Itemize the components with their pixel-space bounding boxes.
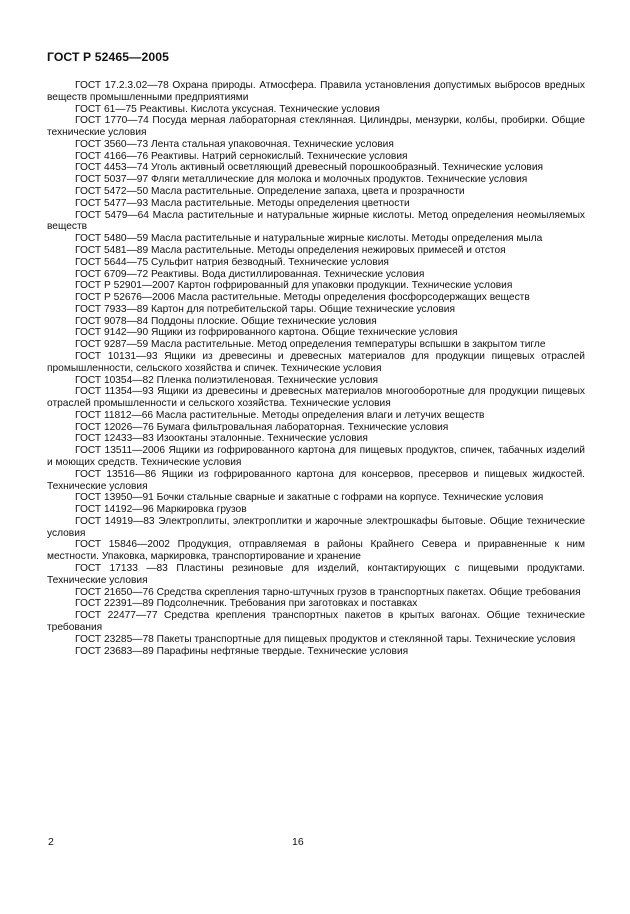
reference-code: ГОСТ 5477—93 (75, 197, 149, 209)
reference-title: Поддоны плоские. Общие технические условия (150, 315, 377, 327)
reference-code: ГОСТ 5481—89 (75, 244, 149, 256)
reference-code: ГОСТ 22391—89 (75, 598, 154, 610)
reference-entry (47, 104, 585, 116)
reference-entry (47, 245, 585, 257)
reference-entry (47, 292, 585, 304)
reference-entry (47, 210, 585, 234)
reference-code: ГОСТ 9078—84 (75, 315, 149, 327)
reference-code: ГОСТ 6709—72 (75, 268, 149, 280)
reference-title: Посуда мерная лабораторная стеклянная. Цилиндры, мензурки, колбы, пробирки. Общие технические условия (47, 115, 585, 139)
reference-title: Ящики из гофрированного картона для пищевых продуктов, спичек, табачных изделий и моющих средств. Технические условия (47, 445, 585, 468)
reference-entry (47, 280, 585, 292)
reference-title: Ящики из древесины и древесных материалов многооборотные для продукции пищевых отраслей промышленности и сельского хозяйства. Технические условия (47, 386, 585, 410)
reference-code: ГОСТ 9287—59 (75, 339, 149, 351)
reference-title: Фляги металлические для молока и молочных продуктов. Технические условия (150, 174, 528, 186)
reference-title: Сульфит натрия безводный. Технические условия (150, 256, 389, 268)
reference-entry (47, 634, 585, 646)
reference-title: Масла растительные. Определение запаха, цвета и прозрачности (150, 186, 465, 198)
reference-code: ГОСТ 1770—74 (75, 115, 149, 127)
page-header: ГОСТ Р 52465—2005 (47, 50, 169, 64)
reference-entry (47, 375, 585, 387)
reference-title: Реактивы. Вода дистиллированная. Технические условия (150, 268, 425, 280)
reference-code: ГОСТ 21650—76 (75, 586, 154, 598)
reference-code: ГОСТ 13950—91 (75, 492, 154, 504)
reference-entry (47, 539, 585, 563)
reference-title: Реактивы. Кислота уксусная. Технические условия (139, 103, 380, 115)
reference-code: ГОСТ 14192—96 (75, 504, 154, 516)
normative-references-list (47, 80, 585, 657)
reference-code: ГОСТ 10131—93 (75, 350, 158, 362)
reference-code: ГОСТ 4453—74 (75, 162, 149, 174)
reference-code: ГОСТ 5037—97 (75, 174, 149, 186)
reference-entry (47, 162, 585, 174)
reference-code: ГОСТ 5472—50 (75, 186, 149, 198)
reference-entry (47, 445, 585, 469)
reference-title: Бумага фильтровальная лабораторная. Технические условия (156, 421, 449, 433)
reference-entry (47, 339, 585, 351)
reference-entry (47, 139, 585, 151)
reference-code: ГОСТ 11812—66 (75, 409, 154, 421)
reference-code: ГОСТ 5644—75 (75, 256, 149, 268)
reference-entry (47, 598, 585, 610)
reference-entry (47, 422, 585, 434)
reference-title: Масла растительные и натуральные жирные кислоты. Метод определения неомыляемых веществ (47, 209, 585, 233)
reference-code: ГОСТ 11354—93 (75, 386, 154, 398)
reference-code: ГОСТ 17133 —83 (75, 563, 168, 575)
reference-code: ГОСТ 7933—89 (75, 303, 149, 315)
reference-title: Электроплиты, электроплитки и жарочные электрошкафы бытовые. Общие технические условия (47, 515, 585, 539)
reference-title: Масла растительные. Методы определения влаги и летучих веществ (155, 409, 485, 421)
reference-title: Средства скрепления тарно-штучных грузов в транспортных пакетах. Общие требования (156, 586, 581, 598)
reference-entry (47, 198, 585, 210)
reference-code: ГОСТ 5479—64 (75, 209, 149, 221)
reference-title: Ящики из гофрированного картона. Общие технические условия (150, 327, 458, 339)
reference-entry (47, 410, 585, 422)
reference-code: ГОСТ 12433—83 (75, 433, 154, 445)
reference-code: ГОСТ 9142—90 (75, 327, 149, 339)
reference-entry (47, 115, 585, 139)
reference-code: ГОСТ 14919—83 (75, 515, 155, 527)
reference-entry (47, 304, 585, 316)
reference-entry (47, 492, 585, 504)
reference-title: Охрана природы. Атмосфера. Правила установления допустимых выбросов вредных веществ промышленными предприятиями (47, 80, 585, 103)
reference-code: ГОСТ 13511—2006 (75, 445, 165, 457)
reference-entry (47, 433, 585, 445)
reference-entry (47, 257, 585, 269)
reference-entry (47, 80, 585, 104)
reference-code: ГОСТ 23683—89 (75, 645, 154, 657)
reference-code: ГОСТ 23285—78 (75, 633, 154, 645)
reference-title: Средства крепления транспортных пакетов в крытых вагонах. Общие технические требования (47, 610, 586, 633)
reference-title: Пластины резиновые для изделий, контактирующих с пищевыми продуктами. Технические условия (47, 563, 585, 586)
reference-entry (47, 646, 585, 658)
reference-title: Бочки стальные сварные и закатные с гофрами на корпусе. Технические условия (156, 492, 544, 504)
reference-title: Маркировка грузов (156, 504, 247, 516)
reference-entry (47, 327, 585, 339)
reference-title: Продукция, отправляемая в районы Крайнего Севера и приравненные к ним местности. Упаковка, маркировка, транспортирование и хранение (47, 539, 586, 563)
reference-title: Масла растительные и натуральные жирные кислоты. Методы определения мыла (150, 233, 543, 245)
reference-entry (47, 174, 585, 186)
reference-code: ГОСТ 17.2.3.02—78 (75, 80, 169, 91)
reference-entry (47, 469, 585, 493)
reference-title: Подсолнечник. Требования при заготовках и поставках (156, 598, 418, 610)
reference-title: Масла растительные. Методы определения фосфорсодержащих веществ (177, 292, 530, 304)
reference-title: Парафины нефтяные твердые. Технические условия (156, 645, 409, 657)
reference-code: ГОСТ 12026—76 (75, 421, 154, 433)
reference-title: Масла растительные. Методы определения нежировых примесей и отстоя (150, 244, 506, 256)
reference-title: Лента стальная упаковочная. Технические условия (150, 138, 394, 150)
sheet-number: 16 (292, 836, 304, 848)
reference-entry (47, 233, 585, 245)
reference-title: Уголь активный осветляющий древесный порошкообразный. Технические условия (150, 162, 544, 174)
reference-code: ГОСТ Р 52901—2007 (75, 280, 175, 292)
reference-entry (47, 587, 585, 599)
reference-title: Ящики из гофрированного картона для консервов, пресервов и пищевых жидкостей. Технические условия (47, 468, 585, 492)
reference-title: Картон для потребительской тары. Общие технические условия (150, 303, 455, 315)
reference-code: ГОСТ 10354—82 (75, 374, 154, 386)
reference-entry (47, 504, 585, 516)
reference-entry (47, 186, 585, 198)
reference-title: Масла растительные. Методы определения цветности (150, 197, 410, 209)
reference-code: ГОСТ 15846—2002 (75, 539, 170, 551)
reference-entry (47, 316, 585, 328)
reference-code: ГОСТ 22477—77 (75, 610, 158, 622)
reference-entry (47, 610, 585, 634)
reference-title: Реактивы. Натрий сернокислый. Технические условия (150, 150, 408, 162)
reference-code: ГОСТ 61—75 (75, 103, 137, 115)
reference-title: Изооктаны эталонные. Технические условия (156, 433, 368, 445)
reference-entry (47, 386, 585, 410)
reference-entry (47, 269, 585, 281)
reference-code: ГОСТ 4166—76 (75, 150, 149, 162)
reference-title: Пленка полиэтиленовая. Технические условия (156, 374, 378, 386)
reference-code: ГОСТ 13516—86 (75, 468, 157, 480)
reference-entry (47, 351, 585, 375)
reference-title: Ящики из древесины и древесных материалов для продукции пищевых отраслей промышленности, сельского хозяйства и спичек. Технические условия (47, 350, 585, 374)
page-number: 2 (48, 836, 54, 848)
reference-code: ГОСТ Р 52676—2006 (75, 292, 175, 304)
reference-title: Пакеты транспортные для пищевых продуктов и стеклянной тары. Технические условия (156, 633, 576, 645)
reference-title: Масла растительные. Метод определения температуры вспышки в закрытом тигле (150, 339, 546, 351)
reference-code: ГОСТ 3560—73 (75, 138, 149, 150)
reference-code: ГОСТ 5480—59 (75, 233, 149, 245)
reference-entry (47, 563, 585, 587)
reference-entry (47, 151, 585, 163)
reference-title: Картон гофрированный для упаковки продукции. Технические условия (177, 280, 513, 292)
reference-entry (47, 516, 585, 540)
